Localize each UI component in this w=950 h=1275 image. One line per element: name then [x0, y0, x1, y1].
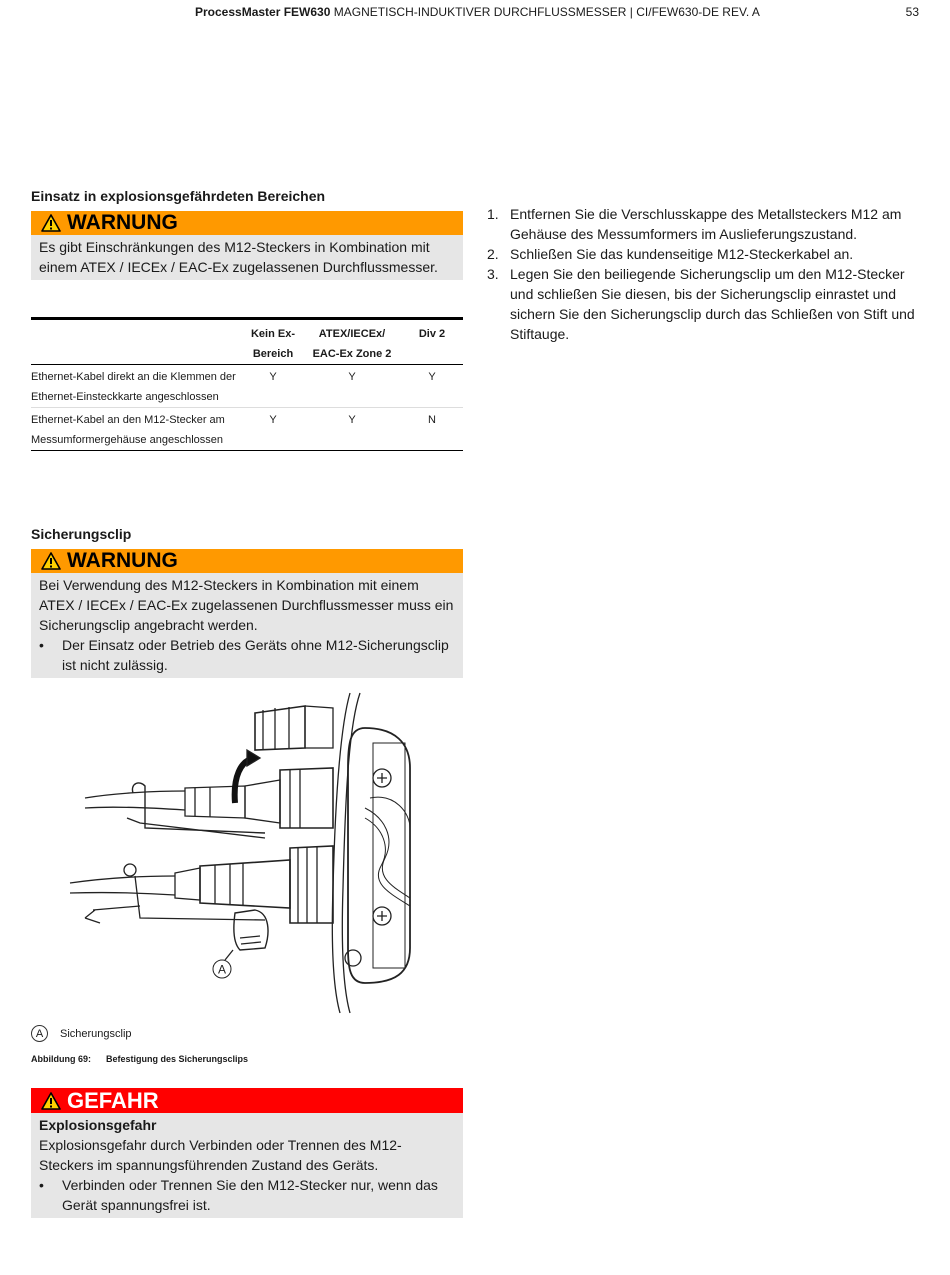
step-number: 2.: [487, 246, 499, 262]
step-number: 1.: [487, 206, 499, 222]
danger-label: GEFAHR: [67, 1087, 159, 1113]
warning-text: Es gibt Einschränkungen des M12-Steckers in Kombination mit einem ATEX / IECEx / EAC-Ex zugelassenen Durchflussmesser.: [31, 235, 463, 280]
danger-bar: [31, 1088, 463, 1113]
table-header-atex-text: ATEX/IECEx/ EAC-Ex Zone 2: [312, 328, 392, 360]
warning-box: [31, 573, 463, 678]
table-cell-kein-ex: Y: [269, 414, 277, 426]
list-item: [487, 244, 917, 264]
header-title: [195, 5, 760, 19]
instruction-steps: [487, 204, 917, 344]
bullet-text: Verbinden oder Trennen Sie den M12-Stecker nur, wenn das Gerät spannungsfrei ist.: [62, 1177, 438, 1213]
danger-text: Explosionsgefahr durch Verbinden oder Trennen des M12-Steckers im spannungsführenden Zustand des Geräts.: [39, 1137, 402, 1173]
list-item: [487, 204, 917, 244]
legend-callout-a: A: [31, 1025, 48, 1042]
bullet-dot: •: [39, 637, 44, 653]
table-header-atex: [303, 319, 401, 365]
figure-caption-number: Abbildung 69:: [31, 1054, 91, 1064]
compatibility-table: [31, 317, 463, 451]
table-header-div2: Div 2: [418, 328, 446, 340]
table-header-kein-ex-text: Kein Ex-Bereich: [250, 328, 295, 360]
bullet-dot: •: [39, 1177, 44, 1193]
table-cell-atex: Y: [348, 371, 356, 383]
section-explosion-areas: [31, 188, 463, 280]
bullet-text: Der Einsatz oder Betrieb des Geräts ohne M12-Sicherungsclip ist nicht zulässig.: [62, 637, 449, 673]
figure-caption: [31, 1054, 463, 1064]
table-row-label: Ethernet-Kabel direkt an die Klemmen der Ethernet-Einsteckkarte angeschlossen: [31, 371, 236, 403]
warning-text: Bei Verwendung des M12-Steckers in Kombination mit einem ATEX / IECEx / EAC-Ex zugelassenen Durchflussmesser muss ein Sicherungsclip angebracht werden.: [39, 577, 454, 633]
table-header-row: [31, 319, 463, 365]
figure-legend: [31, 1025, 463, 1064]
figure-callout-a: A: [217, 962, 227, 977]
steps-list: [487, 204, 917, 344]
table-cell-kein-ex: Y: [269, 371, 277, 383]
table-row-label: Ethernet-Kabel an den M12-Stecker am Messumformergehäuse angeschlossen: [31, 414, 225, 446]
section-safety-clip: [31, 526, 463, 678]
warning-triangle-icon: [41, 214, 61, 232]
header-docref: CI/FEW630-DE REV. A: [636, 5, 760, 19]
table-row: [31, 365, 463, 408]
legend-label: Sicherungsclip: [60, 1027, 132, 1040]
step-number: 3.: [487, 266, 499, 282]
warning-triangle-icon: [41, 552, 61, 570]
danger-notice: [31, 1088, 463, 1218]
figure-caption-text: Befestigung des Sicherungsclips: [106, 1054, 249, 1064]
danger-bullet: [39, 1175, 455, 1215]
page-number: 53: [905, 5, 919, 19]
table-cell-div2: N: [428, 414, 436, 426]
danger-box: [31, 1113, 463, 1218]
table-row: [31, 408, 463, 451]
clip-illustration: [65, 688, 425, 1016]
list-item: [487, 264, 917, 344]
step-text: Entfernen Sie die Verschlusskappe des Metallsteckers M12 am Gehäuse des Messumformers im Auslieferungszustand.: [510, 206, 902, 242]
warning-label: WARNUNG: [67, 549, 178, 572]
section-heading: Einsatz in explosionsgefährdeten Bereichen: [31, 188, 326, 204]
step-text: Schließen Sie das kundenseitige M12-Steckerkabel an.: [510, 246, 854, 262]
step-text: Legen Sie den beiliegende Sicherungsclip um den M12-Stecker und schließen Sie diesen, bis der Sicherungsclip einrastet und sichern Sie den Sicherungsclip durch das Schließen von Stift und Stiftauge.: [510, 266, 915, 342]
warning-triangle-icon: [41, 1092, 61, 1110]
header-product: ProcessMaster FEW630: [195, 5, 331, 19]
table-cell-atex: Y: [348, 414, 356, 426]
warning-bar: [31, 211, 463, 235]
danger-title: Explosionsgefahr: [39, 1117, 157, 1133]
section-heading: Sicherungsclip: [31, 526, 132, 542]
warning-bar: [31, 549, 463, 573]
table-cell-div2: Y: [428, 371, 436, 383]
header-subtitle: MAGNETISCH-INDUKTIVER DURCHFLUSSMESSER: [333, 5, 627, 19]
legend-row: [31, 1025, 463, 1042]
table-header-kein-ex: [243, 319, 303, 365]
warning-bullet: [39, 635, 455, 675]
compatibility-table-wrap: [31, 317, 463, 451]
table-header-empty: [31, 319, 243, 365]
header-separator: |: [629, 5, 633, 19]
warning-label: WARNUNG: [67, 211, 178, 234]
